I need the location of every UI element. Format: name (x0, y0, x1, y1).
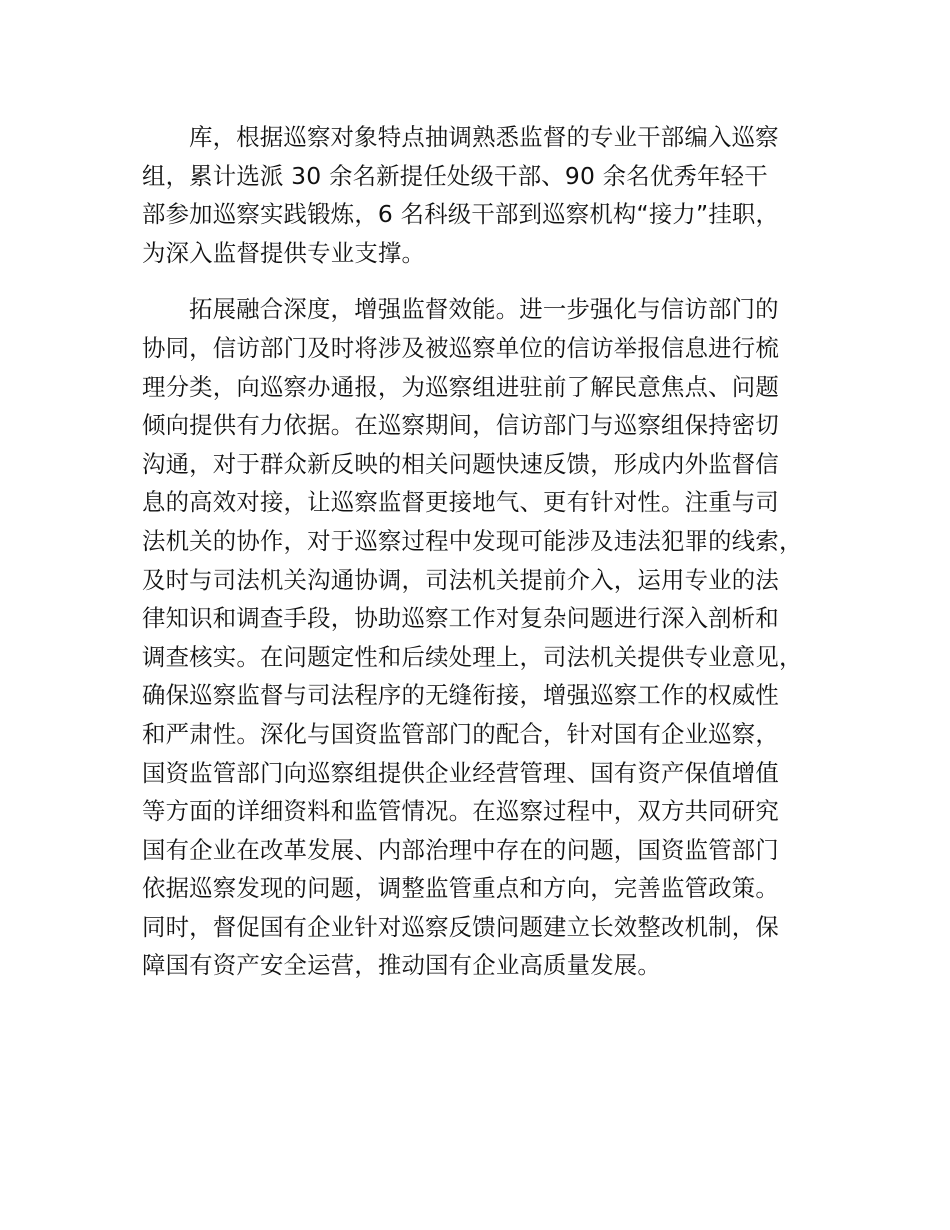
paragraph-line: 为深入监督提供专业支撑。 (142, 238, 426, 267)
paragraph-line: 确保巡察监督与司法程序的无缝衔接，增强巡察工作的权威性 (142, 681, 779, 710)
paragraph-line: 法机关的协作，对于巡察过程中发现可能涉及违法犯罪的线索， (142, 526, 803, 555)
paragraph-line: 部参加巡察实践锻炼，6 名科级干部到巡察机构“接力”挂职， (142, 200, 780, 229)
paragraph-line: 拓展融合深度，增强监督效能。进一步强化与信访部门的 (189, 295, 779, 324)
paragraph-line: 协同，信访部门及时将涉及被巡察单位的信访举报信息进行梳 (142, 333, 779, 362)
paragraph-line: 组，累计选派 30 余名新提任处级干部、90 余名优秀年轻干 (142, 161, 768, 190)
paragraph-line: 及时与司法机关沟通协调，司法机关提前介入，运用专业的法 (142, 565, 779, 594)
paragraph-line: 库，根据巡察对象特点抽调熟悉监督的专业干部编入巡察 (189, 123, 779, 151)
paragraph-line: 倾向提供有力依据。在巡察期间，信访部门与巡察组保持密切 (142, 411, 779, 440)
paragraph-line: 和严肃性。深化与国资监管部门的配合，针对国有企业巡察， (142, 719, 779, 748)
paragraph-1 (142, 118, 832, 272)
paragraph-line: 调查核实。在问题定性和后续处理上，司法机关提供专业意见， (142, 642, 803, 671)
paragraph-spacing (142, 272, 832, 290)
paragraph-line: 理分类，向巡察办通报，为巡察组进驻前了解民意焦点、问题 (142, 372, 779, 401)
document-body (142, 118, 832, 985)
paragraph-line: 同时，督促国有企业针对巡察反馈问题建立长效整改机制，保 (142, 912, 779, 941)
paragraph-line: 国有企业在改革发展、内部治理中存在的问题，国资监管部门 (142, 835, 779, 864)
paragraph-line: 国资监管部门向巡察组提供企业经营管理、国有资产保值增值 (142, 758, 779, 787)
paragraph-line: 依据巡察发现的问题，调整监管重点和方向，完善监管政策。 (142, 874, 779, 903)
paragraph-line: 律知识和调查手段，协助巡察工作对复杂问题进行深入剖析和 (142, 604, 779, 633)
paragraph-line: 息的高效对接，让巡察监督更接地气、更有针对性。注重与司 (142, 488, 779, 517)
paragraph-line: 等方面的详细资料和监管情况。在巡察过程中，双方共同研究 (142, 797, 779, 826)
paragraph-line: 沟通，对于群众新反映的相关问题快速反馈，形成内外监督信 (142, 449, 779, 478)
paragraph-line: 障国有资产安全运营，推动国有企业高质量发展。 (142, 951, 661, 980)
paragraph-2 (142, 290, 832, 985)
